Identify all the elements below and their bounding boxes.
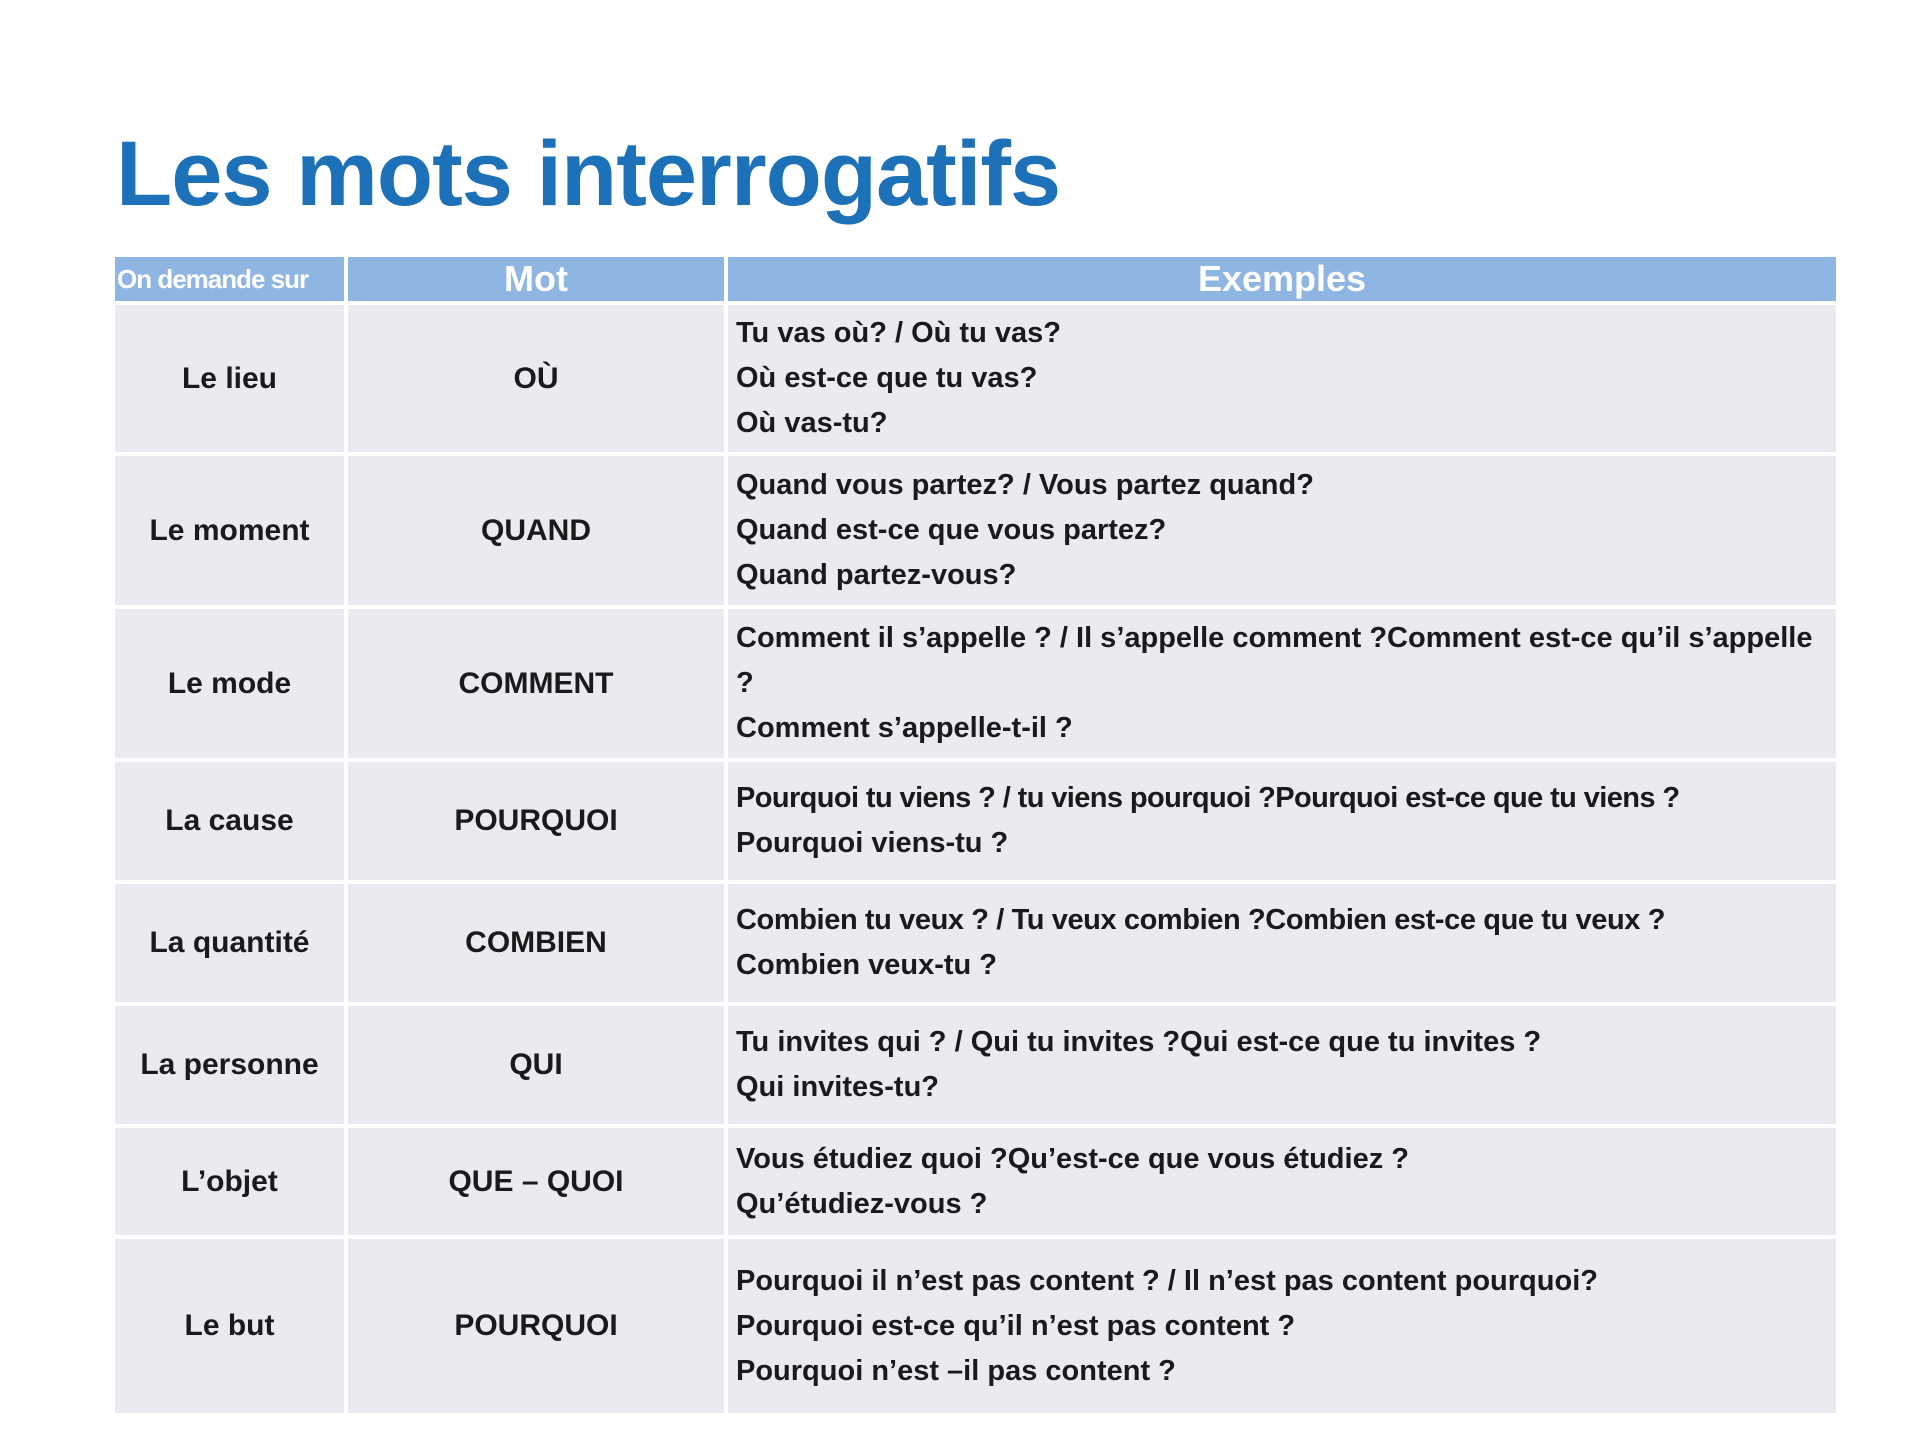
cell-mot: POURQUOI [346, 1237, 726, 1413]
example-line: Pourquoi il n’est pas content ? / Il n’est pas content pourquoi? [736, 1264, 1598, 1297]
table-row [115, 760, 1836, 882]
column-header-mot: Mot [346, 257, 726, 303]
table-row [115, 1237, 1836, 1413]
cell-mot: QUI [346, 1004, 726, 1126]
table-row [115, 303, 1836, 454]
cell-mot: QUE – QUOI [346, 1126, 726, 1237]
cell-sujet: La cause [115, 760, 346, 882]
cell-sujet: L’objet [115, 1126, 346, 1237]
example-line: Où est-ce que tu vas? [736, 362, 1038, 394]
example-line: Combien veux-tu ? [736, 949, 998, 981]
table-row [115, 607, 1836, 760]
example-line: Tu vas où? / Où tu vas? [736, 317, 1061, 349]
example-line: Vous étudiez quoi ?Qu’est-ce que vous étudiez ? [736, 1142, 1409, 1175]
table-row [115, 1126, 1836, 1237]
column-header-sujet: On demande sur [115, 257, 346, 303]
cell-mot: COMBIEN [346, 882, 726, 1004]
example-line: Comment il s’appelle ? / Il s’appelle comment ?Comment est-ce qu’il s’appelle ? [736, 622, 1813, 699]
cell-exemples [726, 1237, 1836, 1413]
example-line: Pourquoi est-ce qu’il n’est pas content ? [736, 1309, 1296, 1342]
cell-exemples [726, 607, 1836, 760]
cell-exemples [726, 882, 1836, 1004]
example-line: Combien tu veux ? / Tu veux combien ?Combien est-ce que tu veux ? [736, 904, 1666, 936]
interrogatives-table [115, 257, 1836, 1413]
cell-sujet: Le but [115, 1237, 346, 1413]
page-title: Les mots interrogatifs [116, 123, 1061, 225]
example-line: Où vas-tu? [736, 407, 888, 439]
cell-exemples [726, 454, 1836, 607]
cell-sujet: Le moment [115, 454, 346, 607]
cell-sujet: Le mode [115, 607, 346, 760]
cell-mot: QUAND [346, 454, 726, 607]
cell-sujet: Le lieu [115, 303, 346, 454]
table-row [115, 1004, 1836, 1126]
cell-sujet: La personne [115, 1004, 346, 1126]
example-line: Comment s’appelle-t-il ? [736, 712, 1073, 744]
cell-mot: POURQUOI [346, 760, 726, 882]
table-header-row [115, 257, 1836, 303]
cell-exemples [726, 1126, 1836, 1237]
table-row [115, 454, 1836, 607]
interrogatives-table-container [115, 257, 1836, 1413]
cell-exemples [726, 303, 1836, 454]
cell-exemples [726, 760, 1836, 882]
table-row [115, 882, 1836, 1004]
example-line: Pourquoi viens-tu ? [736, 827, 1009, 859]
example-line: Pourquoi n’est –il pas content ? [736, 1354, 1176, 1387]
cell-mot: OÙ [346, 303, 726, 454]
example-line: Pourquoi tu viens ? / tu viens pourquoi ?Pourquoi est-ce que tu viens ? [736, 782, 1680, 814]
example-line: Tu invites qui ? / Qui tu invites ?Qui est-ce que tu invites ? [736, 1026, 1542, 1058]
example-line: Quand est-ce que vous partez? [736, 514, 1167, 546]
column-header-exemples: Exemples [726, 257, 1836, 303]
cell-exemples [726, 1004, 1836, 1126]
example-line: Qu’étudiez-vous ? [736, 1187, 988, 1220]
cell-sujet: La quantité [115, 882, 346, 1004]
cell-mot: COMMENT [346, 607, 726, 760]
example-line: Quand vous partez? / Vous partez quand? [736, 469, 1314, 501]
example-line: Quand partez-vous? [736, 559, 1017, 591]
example-line: Qui invites-tu? [736, 1071, 939, 1103]
